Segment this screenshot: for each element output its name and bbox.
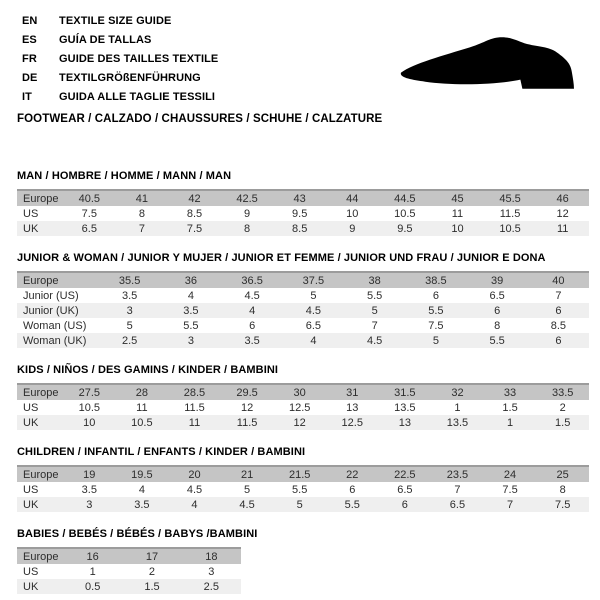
- size-cell: 40.5: [63, 190, 116, 206]
- size-cell: 1.5: [536, 415, 589, 430]
- size-row-europe: [17, 190, 589, 206]
- size-row-woman-uk: [17, 333, 589, 348]
- size-cell: 4.5: [221, 497, 274, 512]
- size-cell: 7: [484, 497, 537, 512]
- language-row: [22, 11, 600, 30]
- row-label: UK: [17, 415, 63, 430]
- size-cell: 40: [528, 272, 589, 288]
- size-cell: 24: [484, 466, 537, 482]
- size-cell: 5.5: [326, 497, 379, 512]
- size-cell: 27.5: [63, 384, 116, 400]
- size-cell: 16: [63, 548, 122, 564]
- section-man: [17, 170, 600, 236]
- size-cell: 10: [431, 221, 484, 236]
- size-cell: 6: [379, 497, 432, 512]
- size-cell: 11: [136, 401, 148, 414]
- size-cell: 11: [451, 207, 464, 220]
- kids-size-table: [17, 383, 589, 430]
- size-cell: 3.5: [81, 483, 97, 496]
- size-cell: 6: [528, 333, 589, 348]
- size-cell: 8: [559, 483, 566, 496]
- children-size-table: [17, 465, 589, 512]
- size-cell: 9.5: [292, 207, 308, 220]
- size-cell: 5.5: [366, 289, 383, 302]
- size-cell: 3: [63, 497, 116, 512]
- size-cell: 3.5: [116, 497, 169, 512]
- language-code: FR: [22, 52, 37, 65]
- size-cell: 4.5: [186, 483, 203, 496]
- size-cell: 5: [126, 319, 133, 332]
- size-row-woman-us: [17, 318, 589, 333]
- row-label: UK: [17, 579, 63, 594]
- row-label: Junior (US): [23, 289, 79, 302]
- size-cell: 7: [116, 221, 169, 236]
- row-label: US: [23, 483, 39, 496]
- size-cell: 6.5: [431, 497, 484, 512]
- row-label: Europe: [17, 272, 99, 288]
- size-cell: 6.5: [305, 319, 322, 332]
- size-cell: 4.5: [344, 333, 405, 348]
- size-cell: 44.5: [379, 190, 432, 206]
- category-title: FOOTWEAR / CALZADO / CHAUSSURES / SCHUHE / CALZATURE: [17, 113, 383, 125]
- size-cell: 36.5: [222, 272, 283, 288]
- size-row-europe: [17, 466, 589, 482]
- size-cell: 6.5: [63, 221, 116, 236]
- size-cell: 4: [187, 289, 194, 302]
- size-cell: 6: [349, 483, 356, 496]
- size-row-uk: [17, 221, 589, 236]
- size-cell: 12.5: [288, 401, 311, 414]
- section-title-junior-woman: JUNIOR & WOMAN / JUNIOR Y MUJER / JUNIOR ET FEMME / JUNIOR UND FRAU / JUNIOR E DONA: [17, 252, 546, 264]
- language-label: TEXTILGRÖßENFÜHRUNG: [59, 71, 201, 84]
- size-cell: 1: [484, 415, 537, 430]
- size-cell: 6.5: [397, 483, 413, 496]
- section-junior-woman: [17, 252, 600, 348]
- size-cell: 8.5: [550, 319, 567, 332]
- size-cell: 42.5: [221, 190, 274, 206]
- size-row-europe: [17, 272, 589, 288]
- size-cell: 10.5: [78, 401, 100, 414]
- size-cell: 6.5: [489, 289, 505, 302]
- size-cell: 5.5: [405, 303, 466, 318]
- size-cell: 8.5: [186, 207, 203, 220]
- size-cell: 4.5: [283, 303, 344, 318]
- babies-size-table: [17, 547, 241, 594]
- size-cell: 3.5: [160, 303, 221, 318]
- size-cell: 8: [221, 221, 274, 236]
- language-code: EN: [22, 14, 38, 27]
- size-row-junior-uk: [17, 303, 589, 318]
- size-cell: 43: [273, 190, 326, 206]
- size-cell: 7.5: [168, 221, 221, 236]
- language-code: ES: [22, 33, 37, 46]
- size-cell: 10: [63, 415, 116, 430]
- size-cell: 7.5: [81, 207, 97, 220]
- size-cell: 21: [221, 466, 274, 482]
- language-label: GUÍA DE TALLAS: [59, 33, 152, 46]
- size-cell: 6: [432, 289, 439, 302]
- size-cell: 10: [346, 207, 359, 220]
- size-cell: 5.5: [467, 333, 528, 348]
- size-cell: 31: [326, 384, 379, 400]
- size-cell: 9: [244, 207, 251, 220]
- size-cell: 36: [160, 272, 221, 288]
- size-cell: 8: [494, 319, 501, 332]
- size-cell: 28: [116, 384, 169, 400]
- size-cell: 12: [273, 415, 326, 430]
- size-cell: 10.5: [116, 415, 169, 430]
- size-cell: 2: [559, 401, 566, 414]
- language-code: DE: [22, 71, 38, 84]
- size-cell: 3.5: [222, 333, 283, 348]
- size-cell: 5: [273, 497, 326, 512]
- size-cell: 42: [168, 190, 221, 206]
- size-cell: 3: [208, 565, 215, 578]
- size-cell: 9.5: [379, 221, 432, 236]
- size-cell: 7.5: [502, 483, 518, 496]
- row-label: US: [23, 401, 39, 414]
- size-cell: 8.5: [273, 221, 326, 236]
- size-cell: 25: [536, 466, 589, 482]
- section-title-children: CHILDREN / INFANTIL / ENFANTS / KINDER / BAMBINI: [17, 446, 306, 458]
- size-tables-area: [0, 170, 600, 594]
- size-cell: 19.5: [116, 466, 169, 482]
- size-cell: 2.5: [99, 333, 160, 348]
- size-cell: 0.5: [63, 579, 122, 594]
- size-cell: 21.5: [273, 466, 326, 482]
- size-cell: 31.5: [379, 384, 432, 400]
- size-cell: 22.5: [379, 466, 432, 482]
- size-cell: 4: [283, 333, 344, 348]
- size-cell: 13.5: [431, 415, 484, 430]
- man-size-table: [17, 189, 589, 236]
- size-cell: 41: [116, 190, 169, 206]
- size-cell: 19: [63, 466, 116, 482]
- size-cell: 7: [555, 289, 562, 302]
- section-title-kids: KIDS / NIÑOS / DES GAMINS / KINDER / BAMBINI: [17, 364, 279, 376]
- size-cell: 38: [344, 272, 405, 288]
- size-cell: 6: [249, 319, 256, 332]
- size-cell: 5.5: [183, 319, 199, 332]
- size-cell: 12: [556, 207, 569, 220]
- language-label: GUIDE DES TAILLES TEXTILE: [59, 52, 219, 65]
- language-code: IT: [22, 90, 32, 103]
- size-row-us: [17, 564, 241, 579]
- dress-shoe-icon: [399, 36, 577, 91]
- size-cell: 10.5: [484, 221, 537, 236]
- size-row-uk: [17, 579, 241, 594]
- size-cell: 3: [99, 303, 160, 318]
- size-cell: 4: [138, 483, 145, 496]
- size-cell: 7: [454, 483, 461, 496]
- size-cell: 35.5: [99, 272, 160, 288]
- row-label: UK: [17, 221, 63, 236]
- size-cell: 18: [182, 548, 241, 564]
- size-cell: 11.5: [221, 415, 274, 430]
- size-row-us: [17, 206, 589, 221]
- junior-woman-size-table: [17, 271, 589, 348]
- size-cell: 11: [168, 415, 221, 430]
- size-row-europe: [17, 548, 241, 564]
- row-label: Europe: [17, 384, 63, 400]
- size-cell: 20: [168, 466, 221, 482]
- size-cell: 10.5: [394, 207, 416, 220]
- size-cell: 5: [405, 333, 466, 348]
- row-label: Europe: [17, 190, 63, 206]
- size-row-uk: [17, 415, 589, 430]
- size-cell: 6: [528, 303, 589, 318]
- size-cell: 5: [244, 483, 251, 496]
- size-row-us: [17, 400, 589, 415]
- size-cell: 30: [273, 384, 326, 400]
- size-cell: 1: [89, 565, 96, 578]
- size-cell: 12: [240, 401, 254, 414]
- size-cell: 4: [222, 303, 283, 318]
- row-label: UK: [17, 497, 63, 512]
- size-cell: 7: [371, 319, 378, 332]
- section-babies: [17, 528, 600, 594]
- size-row-junior-us: [17, 288, 589, 303]
- size-cell: 45.5: [484, 190, 537, 206]
- size-cell: 7.5: [428, 319, 444, 332]
- section-kids: [17, 364, 600, 430]
- size-cell: 44: [326, 190, 379, 206]
- size-cell: 4.5: [244, 289, 260, 302]
- size-cell: 33.5: [536, 384, 589, 400]
- size-cell: 39: [467, 272, 528, 288]
- size-row-uk: [17, 497, 589, 512]
- language-label: GUIDA ALLE TAGLIE TESSILI: [59, 90, 216, 103]
- size-cell: 45: [431, 190, 484, 206]
- size-cell: 32: [431, 384, 484, 400]
- size-cell: 11: [536, 221, 589, 236]
- size-cell: 13: [346, 401, 359, 414]
- size-row-europe: [17, 384, 589, 400]
- section-title-babies: BABIES / BEBÉS / BÉBÉS / BABYS /BAMBINI: [17, 528, 258, 540]
- size-cell: 37.5: [283, 272, 344, 288]
- row-label: Woman (US): [23, 319, 87, 332]
- page-header: [0, 0, 600, 126]
- section-children: [17, 446, 600, 512]
- size-cell: 9: [326, 221, 379, 236]
- size-cell: 3.5: [121, 289, 138, 302]
- size-cell: 4: [168, 497, 221, 512]
- row-label: Europe: [17, 466, 63, 482]
- size-cell: 5: [310, 289, 317, 302]
- row-label: US: [23, 207, 39, 220]
- size-cell: 11.5: [499, 207, 521, 220]
- size-cell: 28.5: [168, 384, 221, 400]
- row-label: Junior (UK): [17, 303, 99, 318]
- size-cell: 22: [326, 466, 379, 482]
- size-cell: 29.5: [221, 384, 274, 400]
- size-cell: 11.5: [184, 401, 205, 414]
- size-cell: 13.5: [394, 401, 416, 414]
- size-cell: 6: [467, 303, 528, 318]
- size-cell: 3: [160, 333, 221, 348]
- size-cell: 12.5: [326, 415, 379, 430]
- size-cell: 46: [536, 190, 589, 206]
- size-cell: 2: [148, 565, 156, 578]
- size-cell: 8: [138, 207, 145, 220]
- size-cell: 17: [122, 548, 181, 564]
- row-label: Woman (UK): [17, 333, 99, 348]
- row-label: US: [23, 565, 39, 578]
- size-cell: 7.5: [536, 497, 589, 512]
- size-cell: 1.5: [502, 401, 518, 414]
- size-cell: 13: [379, 415, 432, 430]
- section-title-man: MAN / HOMBRE / HOMME / MANN / MAN: [17, 170, 232, 182]
- size-cell: 5.5: [292, 483, 308, 496]
- row-label: Europe: [17, 548, 63, 564]
- dress-shoe-silhouette: [401, 37, 574, 89]
- size-row-us: [17, 482, 589, 497]
- size-cell: 2.5: [182, 579, 241, 594]
- size-cell: 5: [344, 303, 405, 318]
- language-label: TEXTILE SIZE GUIDE: [59, 14, 172, 27]
- size-cell: 1: [454, 401, 461, 414]
- size-cell: 38.5: [405, 272, 466, 288]
- size-cell: 33: [484, 384, 537, 400]
- size-cell: 23.5: [431, 466, 484, 482]
- size-cell: 1.5: [122, 579, 181, 594]
